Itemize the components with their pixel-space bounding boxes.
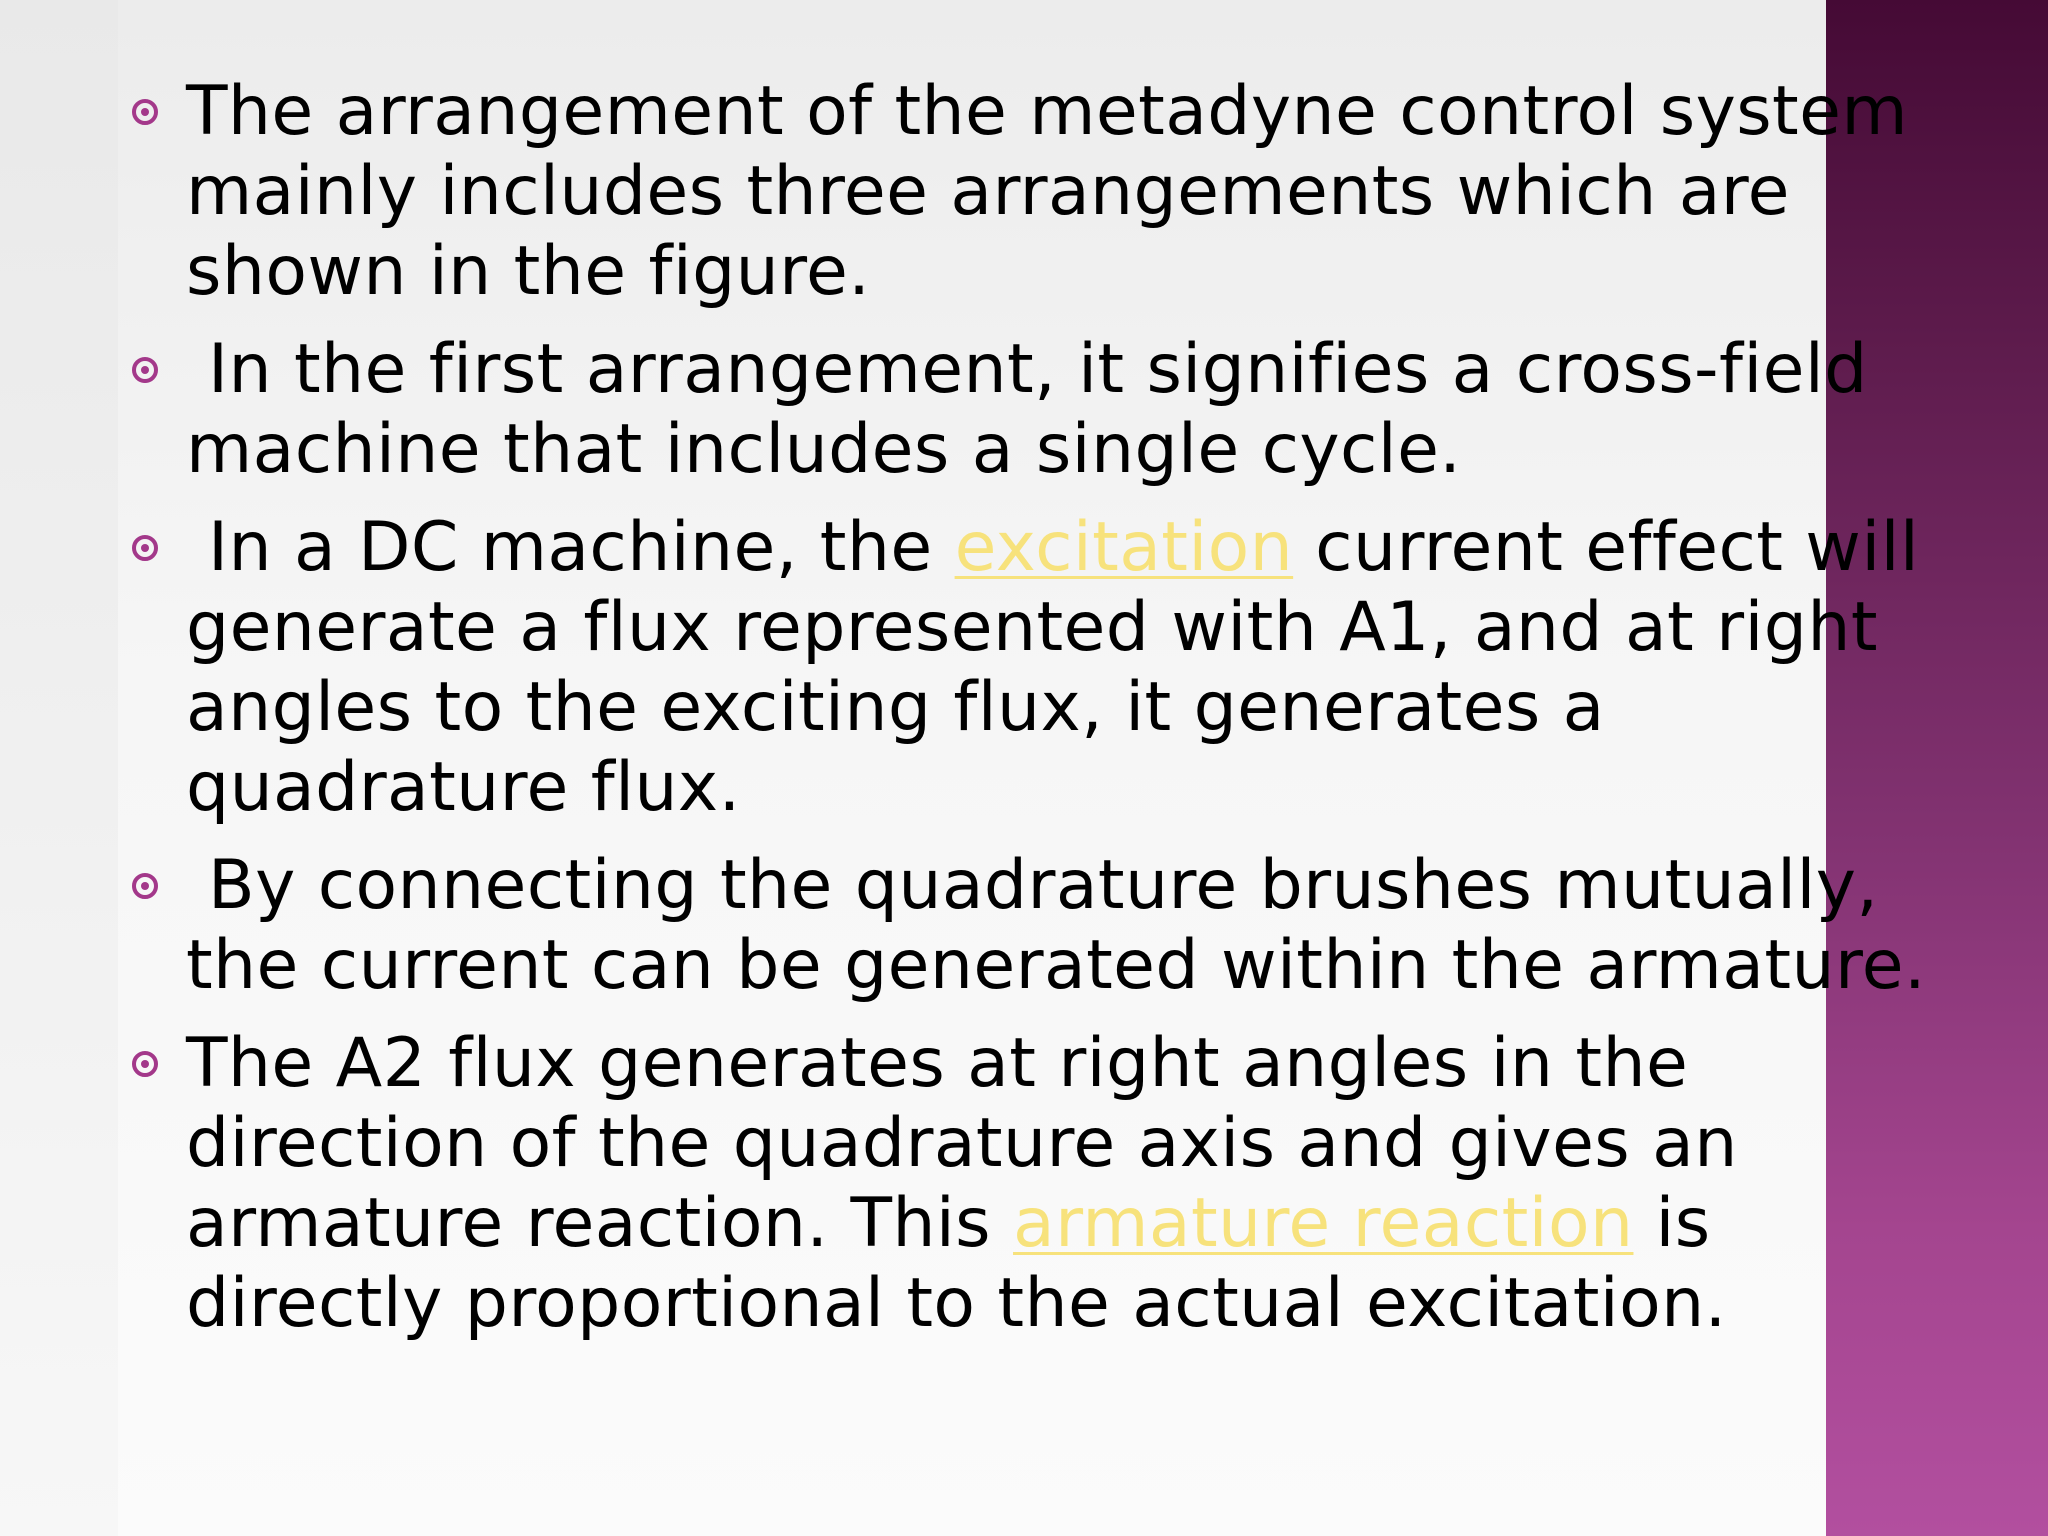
bullet-item [122, 508, 1922, 828]
bullet-text-segment: is [1633, 1184, 1711, 1263]
bullet-item [122, 72, 1922, 312]
bullet-item [122, 1024, 1922, 1344]
bullet-text-segment: In a DC machine, the [186, 508, 955, 587]
bullet-text-line [186, 1184, 1922, 1264]
bullet-text-line: The arrangement of the metadyne control system [186, 72, 1908, 151]
bullet-item [122, 330, 1922, 490]
slide-body [122, 72, 1927, 1362]
circle-bullet-icon [132, 535, 158, 561]
bullet-text-line: direction of the quadrature axis and gives an [186, 1104, 1738, 1183]
bullet-text-line: the current can be generated within the armature. [186, 926, 1927, 1005]
bullet-text-line: quadrature flux. [186, 748, 741, 827]
left-background-strip [0, 0, 118, 1536]
bullet-text-line: angles to the exciting flux, it generates a [186, 668, 1605, 747]
circle-bullet-icon [132, 99, 158, 125]
bullet-text-line: machine that includes a single cycle. [186, 410, 1462, 489]
bullet-text-line: In the first arrangement, it signifies a cross-field [186, 330, 1868, 409]
bullet-text-line [186, 508, 1922, 588]
excitation-link[interactable]: excitation [954, 508, 1294, 587]
bullet-text-segment: current effect will [1293, 508, 1920, 587]
bullet-text-line: shown in the figure. [186, 232, 871, 311]
circle-bullet-icon [132, 357, 158, 383]
circle-bullet-icon [132, 873, 158, 899]
bullet-text-line: By connecting the quadrature brushes mutually, [186, 846, 1879, 925]
bullet-text-segment: armature reaction. This [186, 1184, 1014, 1263]
bullet-item [122, 846, 1927, 1006]
bullet-text-line: directly proportional to the actual excitation. [186, 1264, 1727, 1343]
bullet-text-line: The A2 flux generates at right angles in the [186, 1024, 1689, 1103]
bullet-text-line: generate a flux represented with A1, and at right [186, 588, 1878, 667]
armature-reaction-link[interactable]: armature reaction [1013, 1184, 1634, 1263]
circle-bullet-icon [132, 1051, 158, 1077]
bullet-text-line: mainly includes three arrangements which are [186, 152, 1790, 231]
